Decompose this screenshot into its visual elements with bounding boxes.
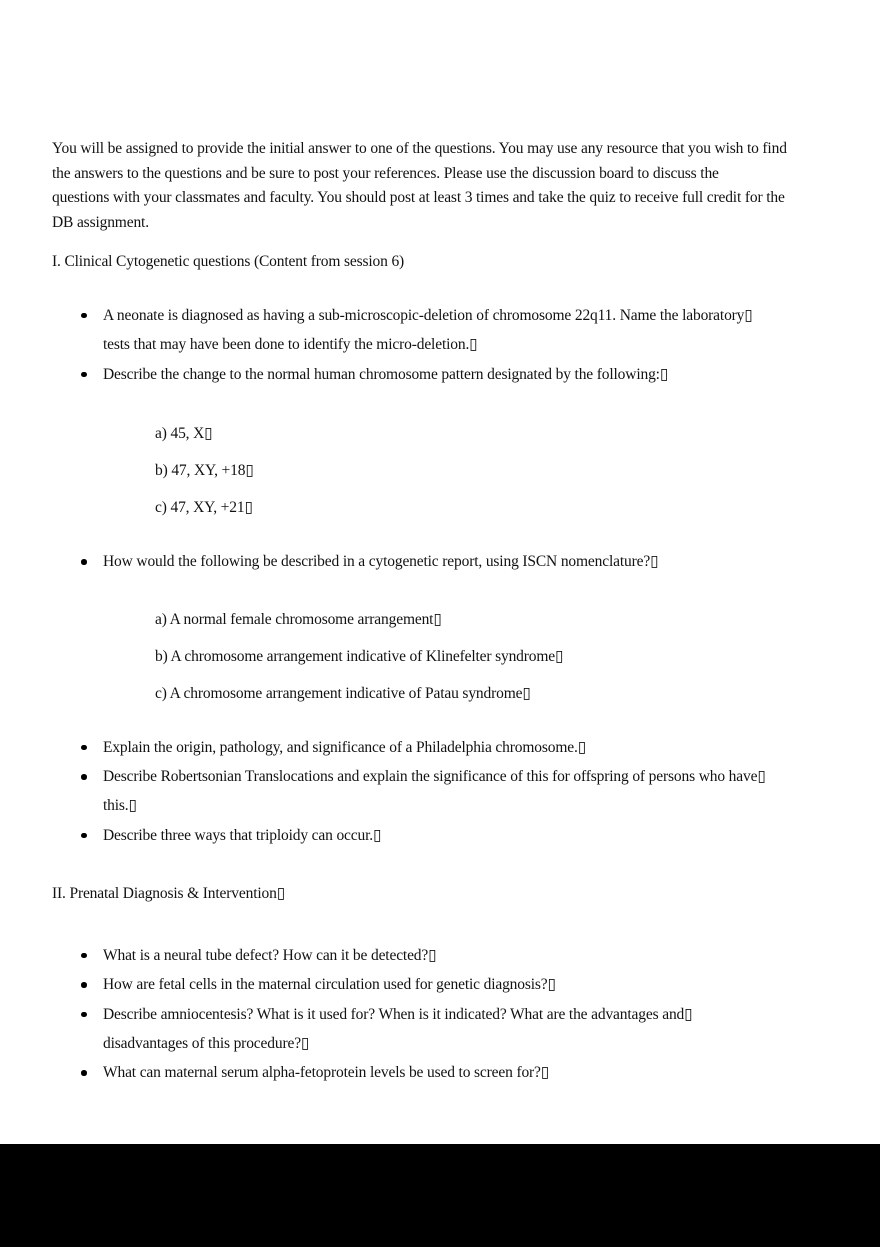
sub-answer-item: a) A normal female chromosome arrangement▯ xyxy=(155,610,442,628)
bullet-line: this.▯ xyxy=(103,797,137,815)
paragraph-line: questions with your classmates and faculty. You should post at least 3 times and take the quiz to receive full credit for the xyxy=(52,189,785,207)
bullet-dot-icon xyxy=(81,1012,87,1018)
section-2-heading: II. Prenatal Diagnosis & Intervention▯ xyxy=(52,885,286,903)
bullet-line: Describe the change to the normal human chromosome pattern designated by the following:▯ xyxy=(103,365,669,383)
sub-answer-item: c) A chromosome arrangement indicative of Patau syndrome▯ xyxy=(155,684,531,702)
bullet-list xyxy=(52,301,852,389)
sub-answer-item: c) 47, XY, +21▯ xyxy=(155,499,253,517)
bullet-line: Explain the origin, pathology, and significance of a Philadelphia chromosome.▯ xyxy=(103,738,587,756)
bullet-line: Describe amniocentesis? What is it used for? When is it indicated? What are the advantages and▯ xyxy=(103,1005,693,1023)
bullet-list xyxy=(52,547,852,576)
section-1-heading: I. Clinical Cytogenetic questions (Content from session 6) xyxy=(52,253,405,271)
paragraph-line: DB assignment. xyxy=(52,213,149,231)
bullet-item xyxy=(52,941,852,970)
intro-paragraph xyxy=(52,137,852,235)
bullet-line: What can maternal serum alpha-fetoprotein levels be used to screen for?▯ xyxy=(103,1064,550,1082)
bullet-item xyxy=(52,970,852,999)
bullet-line: How would the following be described in a cytogenetic report, using ISCN nomenclature?▯ xyxy=(103,553,659,571)
bullet-item xyxy=(52,1058,852,1087)
sub-answer-list xyxy=(52,601,852,712)
sub-answer-list xyxy=(52,415,852,526)
bullet-line: disadvantages of this procedure?▯ xyxy=(103,1035,310,1053)
bullet-line: How are fetal cells in the maternal circulation used for genetic diagnosis?▯ xyxy=(103,976,556,994)
bullet-list xyxy=(52,733,852,851)
bullet-line: tests that may have been done to identify the micro-deletion.▯ xyxy=(103,336,478,354)
sub-answer-item: b) A chromosome arrangement indicative of Klinefelter syndrome▯ xyxy=(155,647,564,665)
bullet-dot-icon xyxy=(81,953,87,959)
bullet-dot-icon xyxy=(81,774,87,780)
document-content xyxy=(52,137,852,1088)
bullet-item xyxy=(52,301,852,360)
bullet-list xyxy=(52,941,852,1088)
bullet-item xyxy=(52,733,852,762)
bullet-dot-icon xyxy=(81,372,87,378)
bullet-dot-icon xyxy=(81,313,87,319)
bullet-item xyxy=(52,821,852,850)
viewer-bottom-bar xyxy=(0,1144,880,1247)
paragraph-line: You will be assigned to provide the initial answer to one of the questions. You may use any resource that you wish to find xyxy=(52,140,787,157)
bullet-dot-icon xyxy=(81,833,87,839)
bullet-dot-icon xyxy=(81,745,87,751)
sub-answer-item: a) 45, X▯ xyxy=(155,425,213,443)
bullet-dot-icon xyxy=(81,1070,87,1076)
bullet-item xyxy=(52,547,852,576)
bullet-item xyxy=(52,762,852,821)
bullet-line: A neonate is diagnosed as having a sub-microscopic-deletion of chromosome 22q11. Name the laboratory▯ xyxy=(103,306,753,324)
bullet-dot-icon xyxy=(81,559,87,565)
bullet-dot-icon xyxy=(81,982,87,988)
bullet-line: What is a neural tube defect? How can it be detected?▯ xyxy=(103,946,437,964)
bullet-line: Describe Robertsonian Translocations and explain the significance of this for offspring of persons who have▯ xyxy=(103,768,766,785)
bullet-item xyxy=(52,1000,852,1059)
bullet-item xyxy=(52,360,852,389)
paragraph-line: the answers to the questions and be sure to post your references. Please use the discussion board to discuss the xyxy=(52,164,719,182)
bullet-line: Describe three ways that triploidy can occur.▯ xyxy=(103,826,382,844)
sub-answer-item: b) 47, XY, +18▯ xyxy=(155,462,254,480)
